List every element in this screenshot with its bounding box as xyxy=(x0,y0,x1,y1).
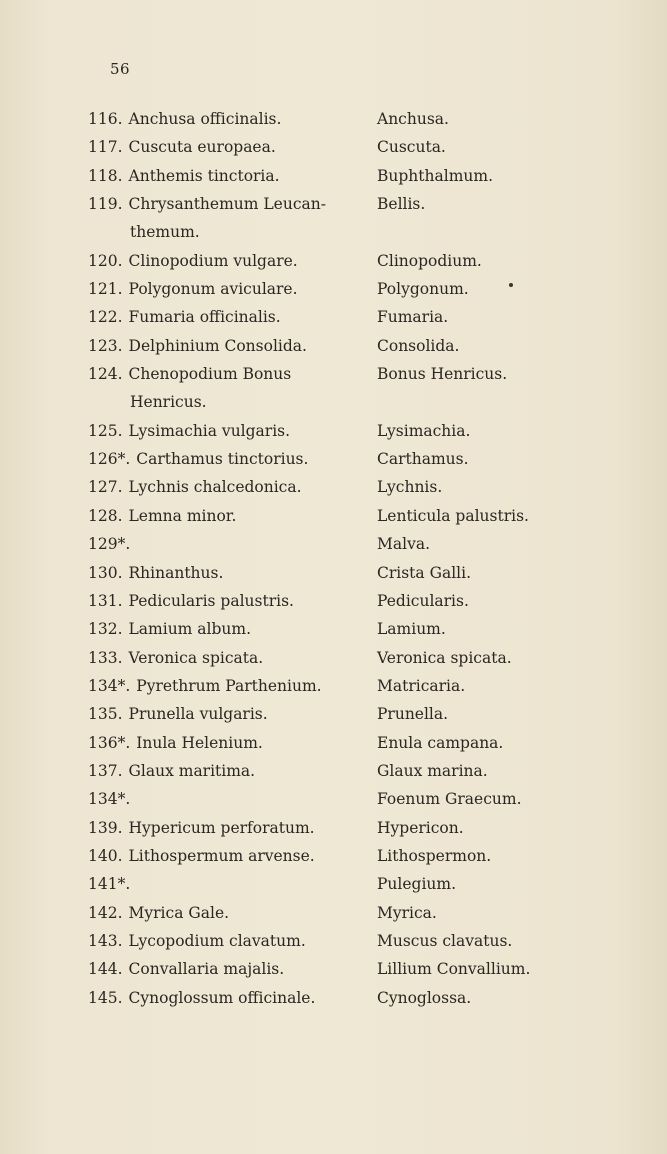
list-item xyxy=(0,190,667,247)
latin-name xyxy=(88,162,358,190)
entry-number: 136*. xyxy=(88,733,131,752)
list-item xyxy=(0,587,667,615)
latin-name xyxy=(88,615,358,643)
common-name: Muscus clavatus. xyxy=(377,931,513,950)
list-item xyxy=(0,984,667,1012)
latin-name xyxy=(88,502,358,530)
entry-number: 139. xyxy=(88,818,123,837)
latin-name xyxy=(88,757,358,785)
list-item xyxy=(0,417,667,445)
list-item xyxy=(0,672,667,700)
common-name: Crista Galli. xyxy=(377,563,471,582)
latin-name-text: Inula Helenium. xyxy=(136,733,263,752)
latin-name xyxy=(88,700,358,728)
ink-speck xyxy=(509,283,513,287)
latin-name-text: Lycopodium clavatum. xyxy=(128,931,306,950)
common-name: Malva. xyxy=(377,535,430,554)
entry-number: 116. xyxy=(88,110,123,128)
latin-name-text: Lysimachia vulgaris. xyxy=(128,421,291,440)
list-item xyxy=(0,757,667,785)
list-item xyxy=(0,247,667,275)
entry-number: 117. xyxy=(88,138,123,157)
latin-name-text: Anthemis tinctoria. xyxy=(128,166,280,185)
common-name: Cynoglossa. xyxy=(377,988,472,1007)
list-item xyxy=(0,615,667,643)
list-item xyxy=(0,785,667,813)
common-name: Lillium Convallium. xyxy=(377,960,531,979)
entry-number: 123. xyxy=(88,336,123,355)
latin-name-continuation: themum. xyxy=(130,223,200,242)
entry-number: 135. xyxy=(88,705,123,724)
common-name: Prunella. xyxy=(377,705,449,724)
latin-name-text: Pedicularis palustris. xyxy=(128,591,294,610)
latin-name-text: Cynoglossum officinale. xyxy=(128,988,316,1007)
latin-name xyxy=(88,927,358,955)
list-item xyxy=(0,559,667,587)
common-name: Carthamus. xyxy=(377,450,469,469)
entry-number: 125. xyxy=(88,421,123,440)
list-item xyxy=(0,644,667,672)
entry-number: 121. xyxy=(88,280,123,299)
latin-name-text: Rhinanthus. xyxy=(128,563,224,582)
latin-name-text: Pyrethrum Parthenium. xyxy=(136,676,322,695)
latin-name xyxy=(88,332,358,360)
latin-name xyxy=(88,417,358,445)
latin-name-text: Glaux maritima. xyxy=(128,761,256,780)
latin-name xyxy=(88,899,358,927)
list-item xyxy=(0,162,667,190)
latin-name xyxy=(88,984,358,1012)
common-name: Glaux marina. xyxy=(377,761,488,780)
latin-name xyxy=(88,814,358,842)
list-item xyxy=(0,473,667,501)
latin-name xyxy=(88,473,358,501)
list-item xyxy=(0,955,667,983)
latin-name-text: Convallaria majalis. xyxy=(128,960,285,979)
latin-name xyxy=(88,530,358,558)
latin-name-text: Chenopodium Bonus xyxy=(128,365,292,384)
latin-name-text: Hypericum perforatum. xyxy=(128,818,315,837)
latin-name xyxy=(88,559,358,587)
common-name: Lychnis. xyxy=(377,478,443,497)
common-name: Polygonum. xyxy=(377,280,469,299)
common-name: Foenum Graecum. xyxy=(377,790,522,809)
common-name: Myrica. xyxy=(377,903,437,922)
common-name: Bonus Henricus. xyxy=(377,365,508,384)
latin-name-text: Lemna minor. xyxy=(128,506,237,525)
list-item xyxy=(0,303,667,331)
entry-number: 127. xyxy=(88,478,123,497)
common-name: Cuscuta. xyxy=(377,138,446,157)
common-name: Anchusa. xyxy=(377,110,449,128)
entry-number: 132. xyxy=(88,620,123,639)
latin-name-text: Veronica spicata. xyxy=(128,648,264,667)
page-number: 56 xyxy=(110,60,131,78)
common-name: Bellis. xyxy=(377,195,426,214)
list-item xyxy=(0,842,667,870)
latin-name-continuation: Henricus. xyxy=(130,393,207,412)
entry-number: 133. xyxy=(88,648,123,667)
entry-number: 126*. xyxy=(88,450,131,469)
common-name: Lysimachia. xyxy=(377,421,471,440)
common-name: Enula campana. xyxy=(377,733,504,752)
latin-name-text: Delphinium Consolida. xyxy=(128,336,307,355)
entry-number: 128. xyxy=(88,506,123,525)
latin-name xyxy=(88,275,358,303)
list-item xyxy=(0,814,667,842)
latin-name xyxy=(88,445,358,473)
entry-number: 137. xyxy=(88,761,123,780)
latin-name-text: Cuscuta europaea. xyxy=(128,138,276,157)
common-name: Pulegium. xyxy=(377,875,457,894)
common-name: Hypericon. xyxy=(377,818,464,837)
latin-name xyxy=(88,672,358,700)
latin-name xyxy=(88,247,358,275)
latin-name xyxy=(88,587,358,615)
entry-number: 142. xyxy=(88,903,123,922)
latin-name xyxy=(88,842,358,870)
entry-number: 134*. xyxy=(88,676,131,695)
common-name: Lithospermon. xyxy=(377,846,492,865)
latin-name-text: Chrysanthemum Leucan- xyxy=(128,195,326,214)
latin-name-text: Lithospermum arvense. xyxy=(128,846,315,865)
entry-number: 122. xyxy=(88,308,123,327)
list-item xyxy=(0,927,667,955)
plant-list xyxy=(0,105,667,1012)
common-name: Fumaria. xyxy=(377,308,449,327)
latin-name xyxy=(88,360,358,417)
list-item xyxy=(0,133,667,161)
list-item xyxy=(0,332,667,360)
latin-name xyxy=(88,190,358,247)
latin-name xyxy=(88,133,358,161)
latin-name xyxy=(88,729,358,757)
list-item xyxy=(0,530,667,558)
common-name: Pedicularis. xyxy=(377,591,469,610)
entry-number: 143. xyxy=(88,931,123,950)
latin-name-text: Anchusa officinalis. xyxy=(128,110,282,128)
list-item xyxy=(0,360,667,417)
common-name: Matricaria. xyxy=(377,676,466,695)
list-item xyxy=(0,275,667,303)
list-item xyxy=(0,700,667,728)
list-item xyxy=(0,729,667,757)
latin-name xyxy=(88,105,358,133)
entry-number: 118. xyxy=(88,166,123,185)
latin-name xyxy=(88,955,358,983)
common-name: Lamium. xyxy=(377,620,446,639)
entry-number: 124. xyxy=(88,365,123,384)
common-name: Buphthalmum. xyxy=(377,166,493,185)
latin-name xyxy=(88,303,358,331)
list-item xyxy=(0,502,667,530)
latin-name-text: Lychnis chalcedonica. xyxy=(128,478,302,497)
entry-number: 134*. xyxy=(88,790,131,809)
common-name: Lenticula palustris. xyxy=(377,506,529,525)
common-name: Clinopodium. xyxy=(377,251,482,270)
latin-name-text: Clinopodium vulgare. xyxy=(128,251,298,270)
list-item xyxy=(0,899,667,927)
entry-number: 141*. xyxy=(88,875,131,894)
latin-name-text: Polygonum aviculare. xyxy=(128,280,298,299)
list-item xyxy=(0,870,667,898)
common-name: Veronica spicata. xyxy=(377,648,512,667)
entry-number: 131. xyxy=(88,591,123,610)
latin-name-text: Carthamus tinctorius. xyxy=(136,450,309,469)
list-item xyxy=(0,445,667,473)
latin-name-text: Lamium album. xyxy=(128,620,252,639)
list-item xyxy=(0,105,667,133)
entry-number: 145. xyxy=(88,988,123,1007)
entry-number: 130. xyxy=(88,563,123,582)
entry-number: 120. xyxy=(88,251,123,270)
latin-name xyxy=(88,870,358,898)
latin-name-text: Prunella vulgaris. xyxy=(128,705,268,724)
latin-name-text: Fumaria officinalis. xyxy=(128,308,281,327)
entry-number: 144. xyxy=(88,960,123,979)
latin-name xyxy=(88,644,358,672)
entry-number: 140. xyxy=(88,846,123,865)
latin-name-text: Myrica Gale. xyxy=(128,903,230,922)
entry-number: 119. xyxy=(88,195,123,214)
common-name: Consolida. xyxy=(377,336,460,355)
entry-number: 129*. xyxy=(88,535,131,554)
latin-name xyxy=(88,785,358,813)
